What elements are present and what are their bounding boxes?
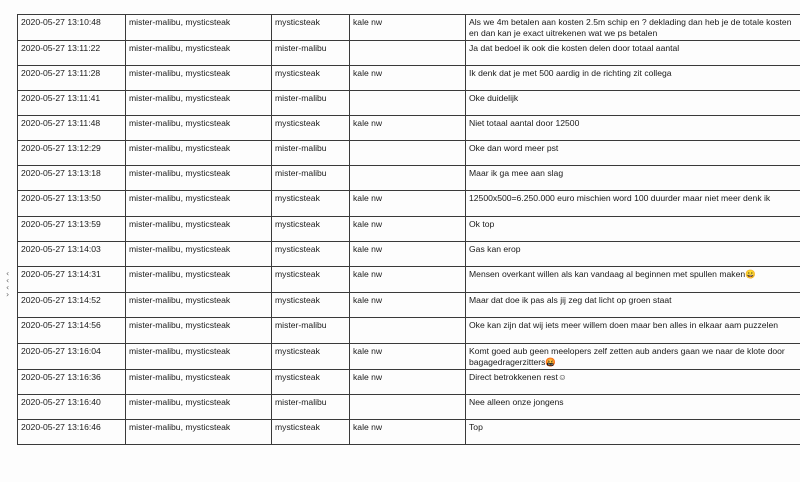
timestamp-cell: 2020-05-27 13:16:40: [18, 395, 126, 420]
table-row: [18, 66, 800, 91]
timestamp-cell: 2020-05-27 13:11:41: [18, 91, 126, 116]
message-cell: Direct betrokkenen rest☺: [466, 370, 800, 395]
timestamp-cell: 2020-05-27 13:13:50: [18, 191, 126, 217]
message-cell: Ik denk dat je met 500 aardig in de richting zit collega: [466, 66, 800, 91]
timestamp-cell: 2020-05-27 13:16:46: [18, 420, 126, 445]
sender-name-cell: kale nw: [350, 370, 466, 395]
participants-cell: mister-malibu, mysticsteak: [126, 15, 272, 41]
timestamp-cell: 2020-05-27 13:16:04: [18, 344, 126, 370]
timestamp-cell: 2020-05-27 13:14:03: [18, 242, 126, 267]
participants-cell: mister-malibu, mysticsteak: [126, 293, 272, 318]
timestamp-cell: 2020-05-27 13:11:28: [18, 66, 126, 91]
sender-cell: mysticsteak: [272, 66, 350, 91]
message-cell: Top: [466, 420, 800, 445]
table-row: [18, 242, 800, 267]
table-row: [18, 293, 800, 318]
sender-cell: mysticsteak: [272, 267, 350, 293]
message-cell: Komt goed aub geen meelopers zelf zetten aub anders gaan we naar de klote door bagagedragerzitters🤬: [466, 344, 800, 370]
sender-cell: mysticsteak: [272, 370, 350, 395]
participants-cell: mister-malibu, mysticsteak: [126, 66, 272, 91]
timestamp-cell: 2020-05-27 13:14:56: [18, 318, 126, 344]
message-cell: Gas kan erop: [466, 242, 800, 267]
sender-name-cell: kale nw: [350, 217, 466, 242]
table-row: [18, 267, 800, 293]
participants-cell: mister-malibu, mysticsteak: [126, 116, 272, 141]
sender-name-cell: kale nw: [350, 191, 466, 217]
message-cell: Oke dan word meer pst: [466, 141, 800, 166]
sender-name-cell: [350, 91, 466, 116]
message-cell: Ok top: [466, 217, 800, 242]
sender-name-cell: [350, 141, 466, 166]
participants-cell: mister-malibu, mysticsteak: [126, 395, 272, 420]
sender-name-cell: kale nw: [350, 293, 466, 318]
message-cell: Mensen overkant willen als kan vandaag al beginnen met spullen maken😀: [466, 267, 800, 293]
sender-cell: mysticsteak: [272, 116, 350, 141]
sender-name-cell: kale nw: [350, 267, 466, 293]
table-row: [18, 191, 800, 217]
sender-cell: mysticsteak: [272, 420, 350, 445]
timestamp-cell: 2020-05-27 13:11:48: [18, 116, 126, 141]
table-row: [18, 370, 800, 395]
participants-cell: mister-malibu, mysticsteak: [126, 41, 272, 66]
message-cell: Maar dat doe ik pas als jij zeg dat licht op groen staat: [466, 293, 800, 318]
sender-name-cell: [350, 318, 466, 344]
message-cell: Nee alleen onze jongens: [466, 395, 800, 420]
chat-log-table: [17, 14, 800, 445]
table-row: [18, 116, 800, 141]
sender-name-cell: kale nw: [350, 116, 466, 141]
sender-name-cell: [350, 166, 466, 191]
sender-cell: mister-malibu: [272, 41, 350, 66]
table-row: [18, 141, 800, 166]
sender-cell: mister-malibu: [272, 318, 350, 344]
timestamp-cell: 2020-05-27 13:14:52: [18, 293, 126, 318]
sender-cell: mister-malibu: [272, 395, 350, 420]
timestamp-cell: 2020-05-27 13:10:48: [18, 15, 126, 41]
sender-name-cell: kale nw: [350, 242, 466, 267]
table-row: [18, 344, 800, 370]
participants-cell: mister-malibu, mysticsteak: [126, 191, 272, 217]
chat-log-body: [18, 15, 800, 445]
timestamp-cell: 2020-05-27 13:12:29: [18, 141, 126, 166]
sender-cell: mysticsteak: [272, 344, 350, 370]
message-cell: Oke kan zijn dat wij iets meer willem doen maar ben alles in elkaar aam puzzelen: [466, 318, 800, 344]
message-cell: Maar ik ga mee aan slag: [466, 166, 800, 191]
table-row: [18, 166, 800, 191]
sender-cell: mister-malibu: [272, 141, 350, 166]
sender-name-cell: [350, 395, 466, 420]
participants-cell: mister-malibu, mysticsteak: [126, 370, 272, 395]
sender-cell: mysticsteak: [272, 242, 350, 267]
sender-cell: mysticsteak: [272, 15, 350, 41]
participants-cell: mister-malibu, mysticsteak: [126, 420, 272, 445]
message-cell: Oke duidelijk: [466, 91, 800, 116]
table-row: [18, 395, 800, 420]
sender-cell: mister-malibu: [272, 91, 350, 116]
timestamp-cell: 2020-05-27 13:11:22: [18, 41, 126, 66]
participants-cell: mister-malibu, mysticsteak: [126, 344, 272, 370]
sender-name-cell: kale nw: [350, 66, 466, 91]
sender-cell: mister-malibu: [272, 166, 350, 191]
participants-cell: mister-malibu, mysticsteak: [126, 267, 272, 293]
sender-name-cell: kale nw: [350, 420, 466, 445]
sender-cell: mysticsteak: [272, 293, 350, 318]
participants-cell: mister-malibu, mysticsteak: [126, 217, 272, 242]
sender-cell: mysticsteak: [272, 217, 350, 242]
timestamp-cell: 2020-05-27 13:16:36: [18, 370, 126, 395]
sender-name-cell: kale nw: [350, 15, 466, 41]
participants-cell: mister-malibu, mysticsteak: [126, 166, 272, 191]
participants-cell: mister-malibu, mysticsteak: [126, 141, 272, 166]
participants-cell: mister-malibu, mysticsteak: [126, 318, 272, 344]
message-cell: Ja dat bedoel ik ook die kosten delen door totaal aantal: [466, 41, 800, 66]
message-cell: Niet totaal aantal door 12500: [466, 116, 800, 141]
sender-name-cell: [350, 41, 466, 66]
table-row: [18, 91, 800, 116]
message-cell: 12500x500=6.250.000 euro mischien word 100 duurder maar niet meer denk ik: [466, 191, 800, 217]
message-cell: Als we 4m betalen aan kosten 2.5m schip en ? deklading dan heb je de totale kosten en dan kan je exact uitrekenen wat we ps betalen: [466, 15, 800, 41]
table-row: [18, 41, 800, 66]
participants-cell: mister-malibu, mysticsteak: [126, 91, 272, 116]
table-row: [18, 217, 800, 242]
timestamp-cell: 2020-05-27 13:14:31: [18, 267, 126, 293]
timestamp-cell: 2020-05-27 13:13:18: [18, 166, 126, 191]
table-row: [18, 420, 800, 445]
sender-cell: mysticsteak: [272, 191, 350, 217]
sender-name-cell: kale nw: [350, 344, 466, 370]
margin-marks: ‹ ‹ ‹ ›: [6, 269, 10, 299]
timestamp-cell: 2020-05-27 13:13:59: [18, 217, 126, 242]
table-row: [18, 318, 800, 344]
participants-cell: mister-malibu, mysticsteak: [126, 242, 272, 267]
table-row: [18, 15, 800, 41]
